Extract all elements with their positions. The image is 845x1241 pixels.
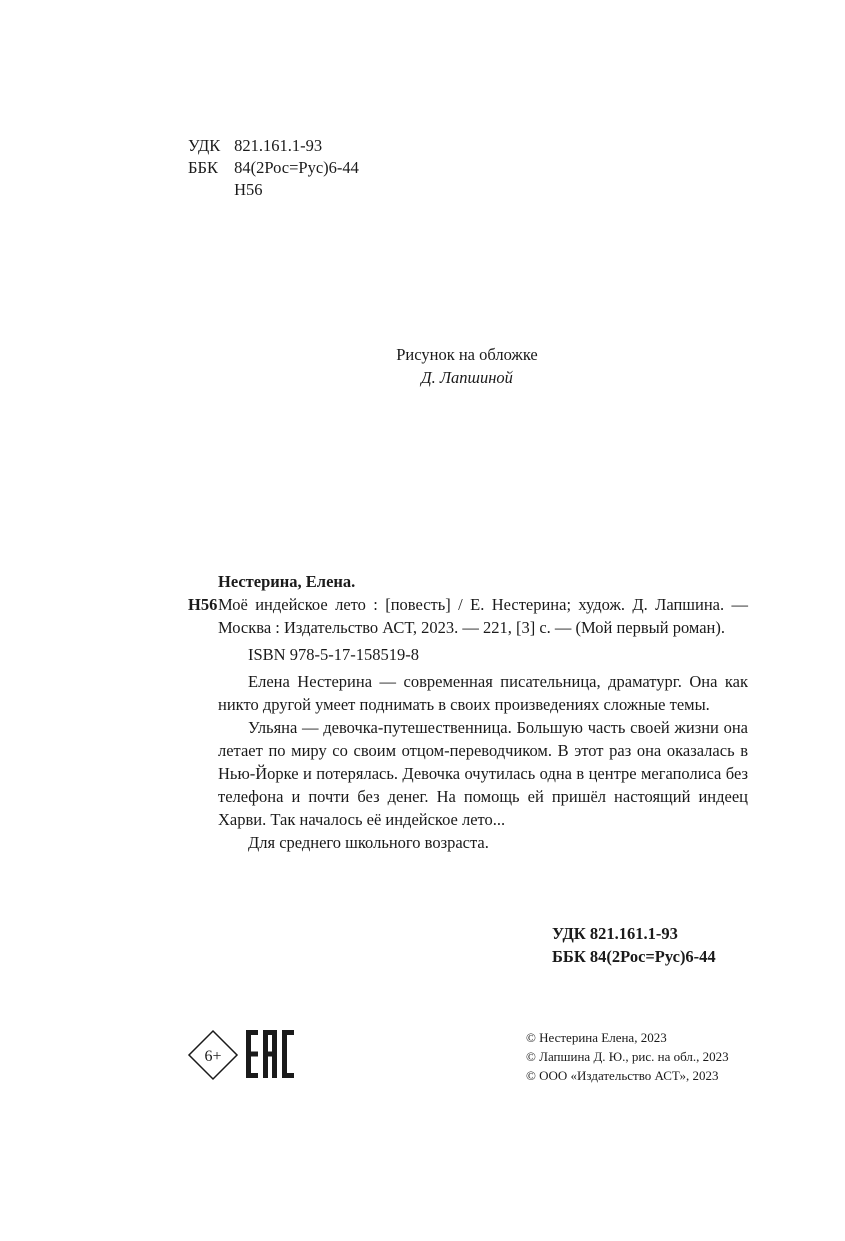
- eac-mark-icon: [246, 1030, 294, 1078]
- udk-label: УДК: [188, 136, 221, 155]
- audience: [188, 831, 748, 854]
- record-code: Н56: [188, 595, 218, 614]
- age-rating-badge: [186, 1028, 240, 1082]
- copyright-block: [526, 1028, 729, 1085]
- record-entry: [188, 593, 748, 639]
- annotation-plot: [188, 716, 748, 831]
- udk-bottom: УДК 821.161.1-93: [552, 924, 678, 943]
- udk-value: 821.161.1-93: [234, 136, 323, 155]
- bbk-value: 84(2Рос=Рус)6-44: [234, 158, 359, 177]
- copyright-author: © Нестерина Елена, 2023: [526, 1030, 667, 1045]
- classification-block-top: [188, 135, 359, 201]
- cover-artist: Д. Лапшиной: [421, 368, 513, 387]
- udk-row: [188, 135, 359, 157]
- copyright-illustrator: © Лапшина Д. Ю., рис. на обл., 2023: [526, 1049, 729, 1064]
- bibliographic-record: [188, 570, 748, 854]
- author-heading: Нестерина, Елена.: [218, 572, 356, 591]
- cover-credit-label: Рисунок на обложке: [396, 345, 538, 364]
- annotation-author-text: Елена Нестерина — современная писательница, драматург. Она как никто другой умеет поднимать в своих произведениях сложные темы.: [218, 672, 748, 714]
- author-mark: Н56: [234, 180, 263, 199]
- cover-credit: [0, 343, 845, 389]
- age-rating-text: 6+: [204, 1048, 222, 1065]
- bbk-bottom: ББК 84(2Рос=Рус)6-44: [552, 947, 716, 966]
- classification-block-bottom: [552, 922, 716, 968]
- bbk-label: ББК: [188, 158, 218, 177]
- audience-text: Для среднего школьного возраста.: [248, 833, 489, 852]
- copyright-publisher: © ООО «Издательство АСТ», 2023: [526, 1068, 719, 1083]
- author-mark-row: [188, 179, 359, 201]
- annotation-plot-text: Ульяна — девочка-путешественница. Большую часть своей жизни она летает по миру со своим отцом-переводчиком. В этот раз она оказалась в Нью-Йорке и потерялась. Девочка очутилась одна в центре мегаполиса без телефона и почти без денег. На помощь ей пришёл настоящий индеец Харви. Так началось её индейское лето...: [218, 718, 748, 829]
- record-title: Моё индейское лето : [повесть] / Е. Нестерина; худож. Д. Лапшина. — Москва : Издательство АСТ, 2023. — 221, [3] с. — (Мой первый роман).: [218, 595, 748, 637]
- isbn: ISBN 978-5-17-158519-8: [248, 645, 419, 664]
- bbk-row: [188, 157, 359, 179]
- annotation-author: [188, 670, 748, 716]
